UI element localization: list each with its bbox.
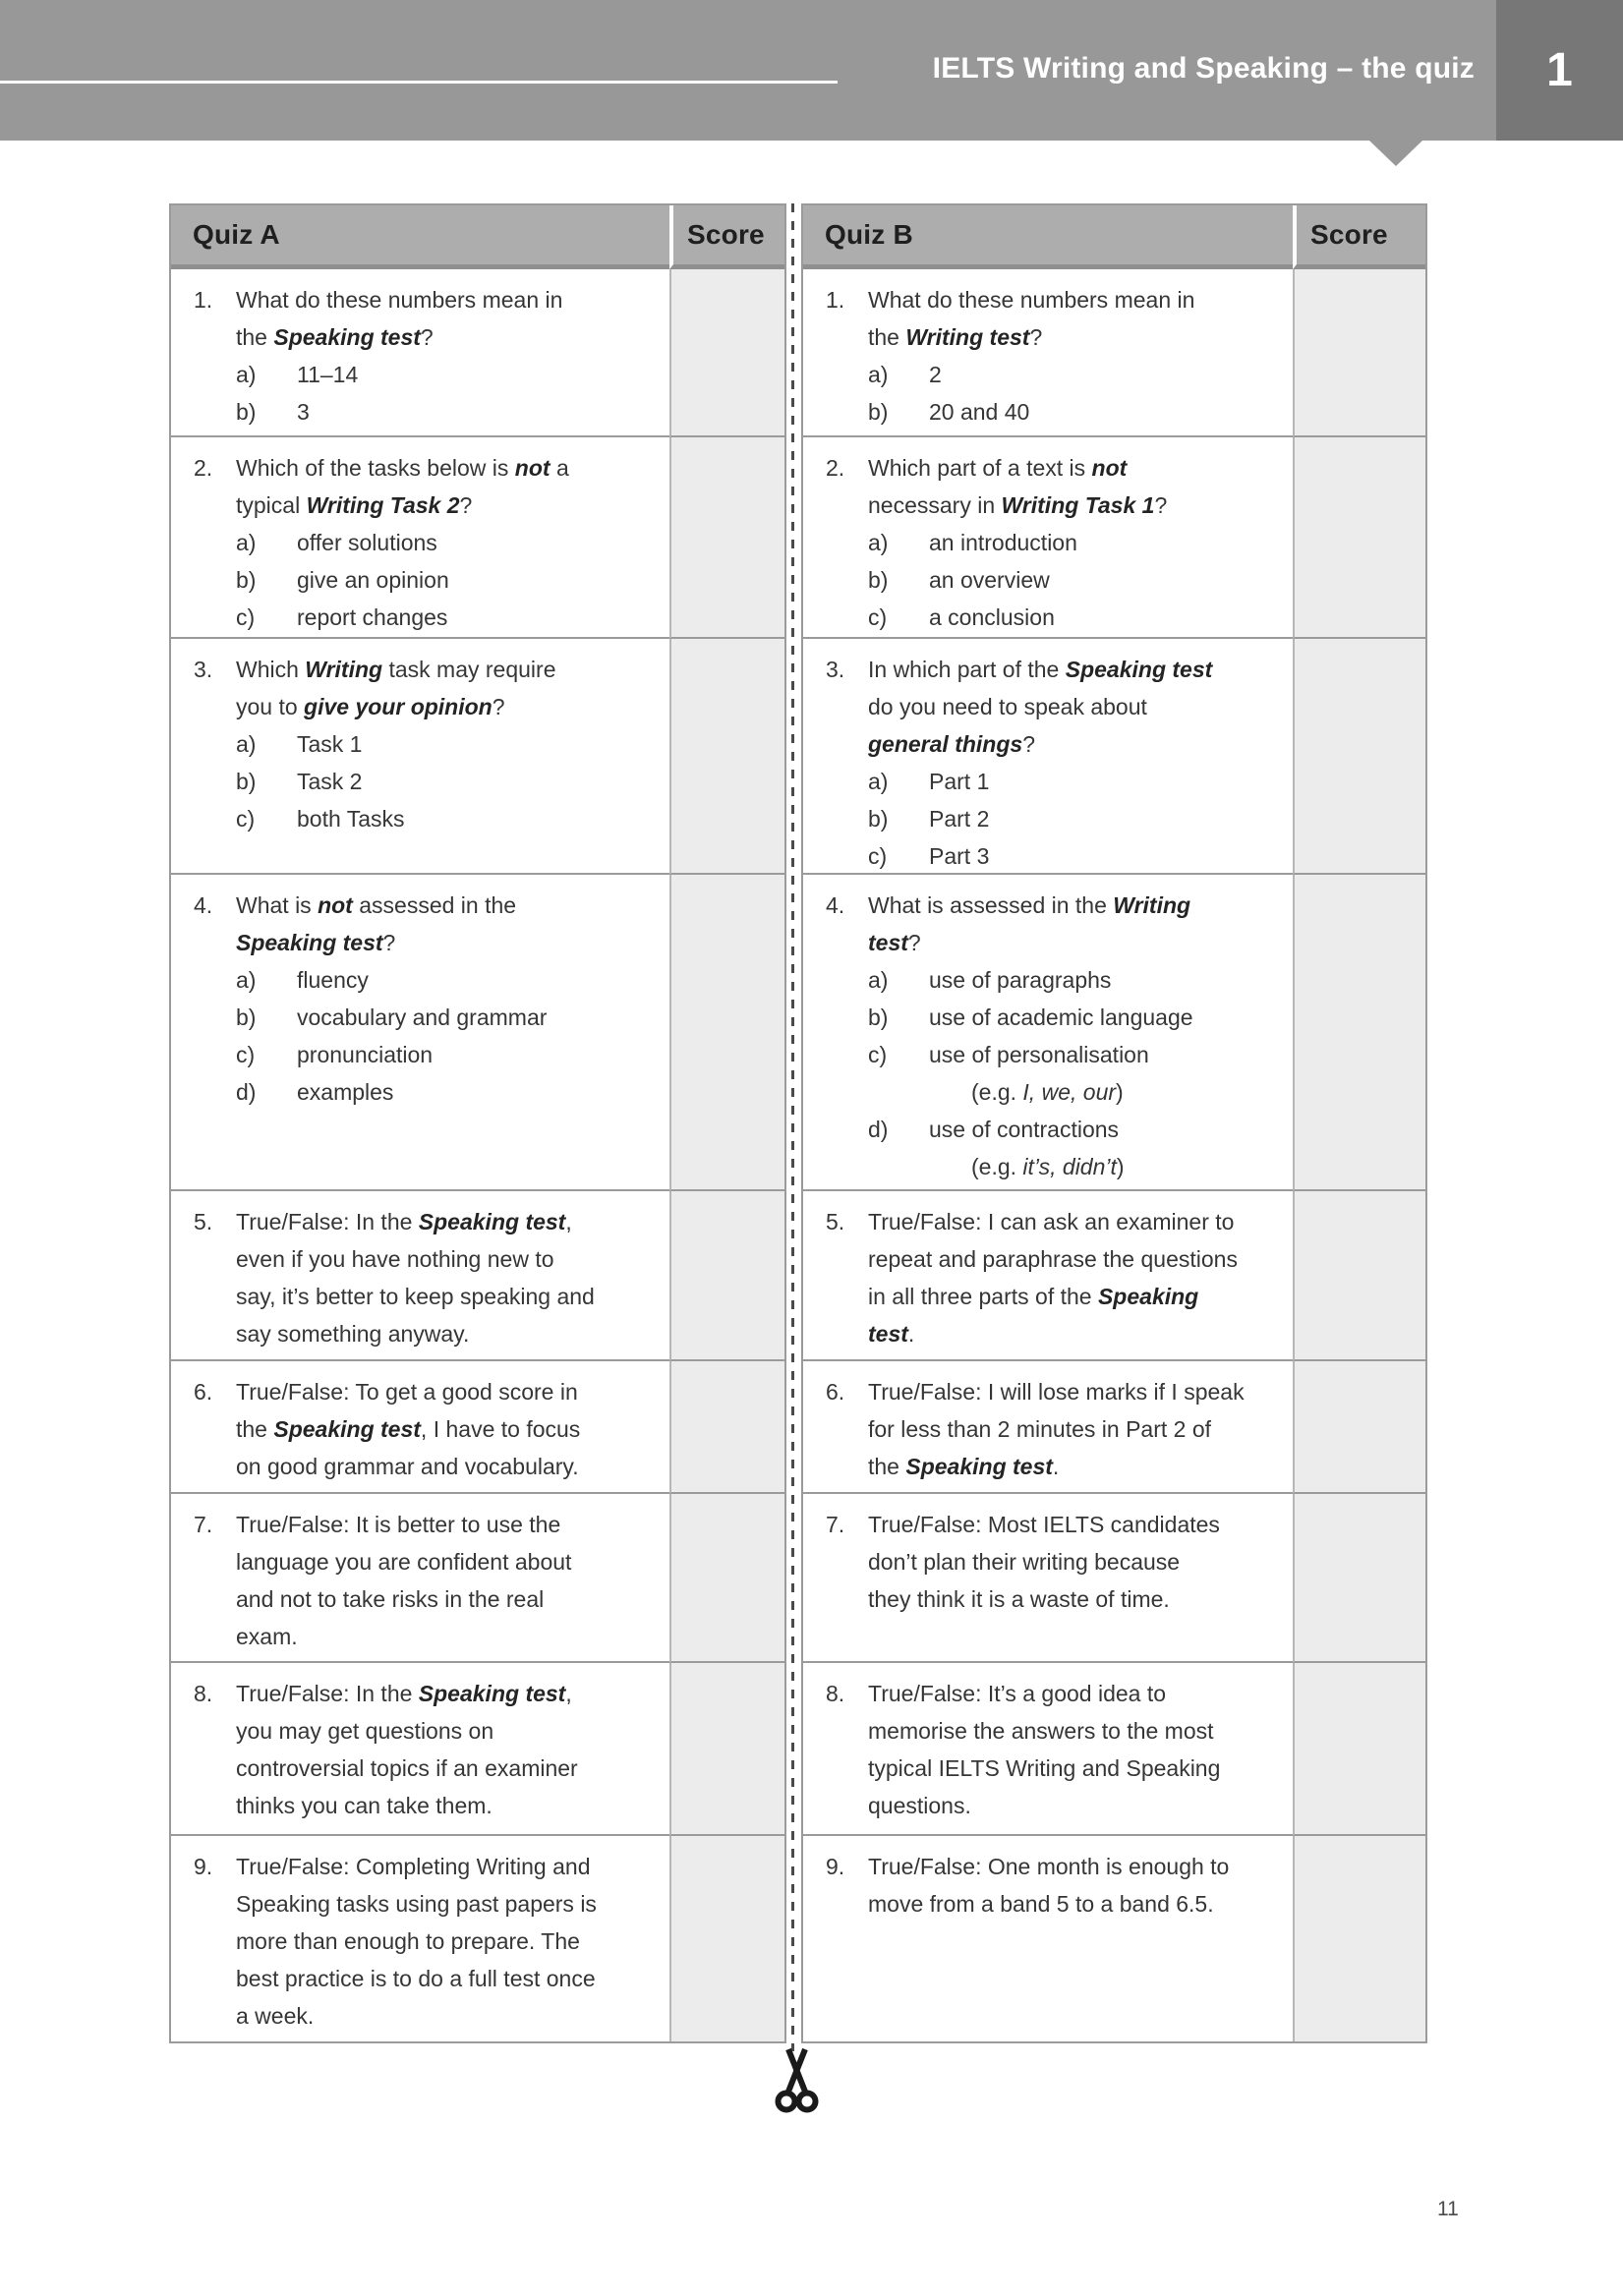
question-number: 4. [826, 892, 845, 918]
question-line [194, 800, 666, 837]
question-line [826, 1036, 1289, 1073]
question-line [826, 1580, 1289, 1618]
question-line [826, 1111, 1289, 1148]
question-line [826, 1410, 1289, 1448]
question-number: 8. [194, 1681, 213, 1706]
question-text: questions. [868, 1793, 971, 1818]
question-number [826, 1315, 868, 1352]
question-text: True/False: It’s a good idea to [868, 1681, 1167, 1706]
question-line [194, 1750, 666, 1787]
question-cell [803, 1836, 1293, 2041]
question-text: an introduction [929, 530, 1077, 555]
question-line [826, 887, 1289, 924]
question-number [194, 1240, 236, 1278]
question-text: Speaking test? [236, 930, 396, 955]
option-label: a) [868, 769, 889, 794]
quiz-b-panel [801, 203, 1427, 2043]
question-line [194, 393, 666, 430]
option-label: a) [868, 362, 889, 387]
question-line [826, 281, 1289, 318]
question-number [194, 1410, 236, 1448]
question-text: 2 [929, 362, 942, 387]
question-text: on good grammar and vocabulary. [236, 1454, 579, 1479]
question-text: use of personalisation [929, 1042, 1149, 1067]
question-text: True/False: I will lose marks if I speak [868, 1379, 1245, 1405]
question-number [194, 1997, 236, 2035]
question-line [826, 1712, 1289, 1750]
question-text: a week. [236, 2003, 315, 2029]
score-cell [1293, 1361, 1425, 1494]
question-text: typical Writing Task 2? [236, 492, 473, 518]
question-line [826, 1506, 1289, 1543]
question-line [194, 651, 666, 688]
option-label: a) [236, 731, 257, 757]
question-line [194, 1315, 666, 1352]
question-line [194, 1885, 666, 1923]
score-cell [1293, 437, 1425, 639]
question-number [194, 1923, 236, 1960]
question-line [826, 999, 1289, 1036]
question-number: 3. [194, 657, 213, 682]
question-text: vocabulary and grammar [297, 1004, 548, 1030]
question-text: they think it is a waste of time. [868, 1586, 1170, 1612]
page-header-band [0, 0, 1623, 141]
question-line [194, 1240, 666, 1278]
score-cell [669, 639, 784, 875]
score-cell [669, 269, 784, 437]
option-label: a) [236, 967, 257, 993]
page-title: IELTS Writing and Speaking – the quiz [932, 52, 1475, 85]
question-number [826, 1787, 868, 1824]
option-label: a) [868, 530, 889, 555]
question-cell [171, 1836, 669, 2041]
question-line [826, 924, 1289, 961]
question-line [826, 449, 1289, 487]
score-cell [669, 437, 784, 639]
question-text: examples [297, 1079, 394, 1105]
question-cell [171, 639, 669, 875]
option-label: c) [236, 604, 256, 630]
question-line [194, 1506, 666, 1543]
question-text: True/False: Completing Writing and [236, 1854, 591, 1879]
option-label: c) [868, 843, 888, 869]
question-line [194, 1036, 666, 1073]
question-cell [803, 639, 1293, 875]
question-number [194, 1278, 236, 1315]
question-number: 1. [826, 287, 845, 313]
question-line [194, 1580, 666, 1618]
question-number [826, 1543, 868, 1580]
cut-dashed-line [791, 203, 794, 2051]
score-cell [1293, 269, 1425, 437]
question-text: don’t plan their writing because [868, 1549, 1181, 1575]
option-label: a) [868, 967, 889, 993]
question-text: Part 2 [929, 806, 990, 832]
question-text: Part 1 [929, 769, 990, 794]
score-cell [1293, 1663, 1425, 1836]
question-number [194, 688, 236, 725]
option-label: d) [868, 1117, 889, 1142]
question-line [194, 1848, 666, 1885]
scissors-icon [775, 2046, 819, 2115]
question-line [194, 1373, 666, 1410]
question-line [826, 961, 1289, 999]
option-label: c) [868, 604, 888, 630]
question-text: you may get questions on [236, 1718, 494, 1744]
quiz-a-panel [169, 203, 786, 2043]
option-label: b) [868, 1004, 889, 1030]
question-text: 11–14 [297, 362, 359, 387]
question-line [826, 1885, 1289, 1923]
question-text: the Speaking test, I have to focus [236, 1416, 581, 1442]
question-text: True/False: Most IELTS candidates [868, 1512, 1220, 1537]
question-text: the Speaking test? [236, 324, 434, 350]
question-text: report changes [297, 604, 448, 630]
question-text: controversial topics if an examiner [236, 1755, 578, 1781]
question-text: memorise the answers to the most [868, 1718, 1214, 1744]
question-number: 3. [826, 657, 845, 682]
question-text: best practice is to do a full test once [236, 1966, 596, 1991]
question-text: and not to take risks in the real [236, 1586, 545, 1612]
question-cell [803, 1494, 1293, 1663]
question-line [826, 1073, 1289, 1111]
question-text: (e.g. it’s, didn’t) [971, 1154, 1125, 1179]
question-line [826, 763, 1289, 800]
question-text: Which Writing task may require [236, 657, 556, 682]
option-label: b) [868, 567, 889, 593]
question-number [826, 1750, 868, 1787]
question-line [826, 599, 1289, 636]
question-text: general things? [868, 731, 1035, 757]
score-cell [669, 1361, 784, 1494]
question-number [826, 1712, 868, 1750]
option-label: c) [868, 1042, 888, 1067]
question-cell [171, 437, 669, 639]
question-line [194, 1410, 666, 1448]
question-text: In which part of the Speaking test [868, 657, 1213, 682]
question-text: a conclusion [929, 604, 1055, 630]
question-line [826, 487, 1289, 524]
question-text: use of paragraphs [929, 967, 1112, 993]
question-number [826, 1580, 868, 1618]
score-cell [669, 1191, 784, 1361]
question-number: 7. [194, 1512, 213, 1537]
question-line [194, 924, 666, 961]
question-number: 9. [194, 1854, 213, 1879]
question-text: (e.g. I, we, our) [971, 1079, 1124, 1105]
option-label: b) [868, 806, 889, 832]
question-text: Part 3 [929, 843, 990, 869]
quiz-table [169, 203, 1427, 2043]
question-text: thinks you can take them. [236, 1793, 493, 1818]
question-text: use of academic language [929, 1004, 1193, 1030]
question-number: 9. [826, 1854, 845, 1879]
question-number [826, 924, 868, 961]
score-cell [1293, 1191, 1425, 1361]
question-text: test? [868, 930, 921, 955]
score-cell [1293, 639, 1425, 875]
question-number [826, 1885, 868, 1923]
question-text: 20 and 40 [929, 399, 1030, 425]
question-line [194, 599, 666, 636]
question-line [826, 1750, 1289, 1787]
page-number: 11 [1437, 2198, 1459, 2220]
question-text: offer solutions [297, 530, 437, 555]
question-line [826, 837, 1289, 875]
question-number: 2. [826, 455, 845, 481]
chevron-down-icon [1369, 141, 1422, 166]
question-line [194, 1712, 666, 1750]
question-text: Task 1 [297, 731, 363, 757]
question-number: 2. [194, 455, 213, 481]
question-line [194, 1923, 666, 1960]
question-text: Speaking tasks using past papers is [236, 1891, 597, 1917]
question-text: True/False: One month is enough to [868, 1854, 1230, 1879]
question-cell [803, 437, 1293, 639]
question-line [194, 1203, 666, 1240]
option-label: c) [236, 1042, 256, 1067]
question-line [194, 281, 666, 318]
quiz-b-header: Quiz B [803, 205, 1293, 269]
question-line [194, 1618, 666, 1655]
question-line [194, 688, 666, 725]
question-line [194, 1787, 666, 1824]
question-text: repeat and paraphrase the questions [868, 1246, 1238, 1272]
question-line [826, 1315, 1289, 1352]
question-number [194, 1448, 236, 1485]
question-line [194, 1073, 666, 1111]
option-label: b) [868, 399, 889, 425]
question-number: 5. [194, 1209, 213, 1234]
question-text: say something anyway. [236, 1321, 470, 1347]
question-text: use of contractions [929, 1117, 1120, 1142]
question-number [826, 688, 868, 725]
question-number [194, 1712, 236, 1750]
question-text: an overview [929, 567, 1050, 593]
question-number [826, 318, 868, 356]
question-cell [803, 269, 1293, 437]
question-line [194, 1543, 666, 1580]
question-text: in all three parts of the Speaking [868, 1284, 1199, 1309]
question-text: What do these numbers mean in [236, 287, 563, 313]
question-text: True/False: In the Speaking test, [236, 1681, 572, 1706]
question-cell [803, 1663, 1293, 1836]
question-line [194, 999, 666, 1036]
question-line [194, 318, 666, 356]
question-cell [803, 1361, 1293, 1494]
question-cell [803, 1191, 1293, 1361]
question-number [194, 1750, 236, 1787]
option-label: b) [236, 1004, 257, 1030]
question-text: you to give your opinion? [236, 694, 505, 719]
chapter-number: 1 [1546, 44, 1573, 96]
question-line [826, 1373, 1289, 1410]
question-text: the Writing test? [868, 324, 1043, 350]
question-line [826, 651, 1289, 688]
option-label: c) [236, 806, 256, 832]
question-text: say, it’s better to keep speaking and [236, 1284, 595, 1309]
question-line [826, 1148, 1289, 1185]
question-text: move from a band 5 to a band 6.5. [868, 1891, 1214, 1917]
question-number [194, 1885, 236, 1923]
question-number [194, 924, 236, 961]
question-cell [171, 875, 669, 1191]
header-rule [0, 81, 838, 84]
question-line [826, 1675, 1289, 1712]
question-line [194, 561, 666, 599]
question-line [826, 318, 1289, 356]
question-line [826, 393, 1289, 430]
question-number: 5. [826, 1209, 845, 1234]
question-number [194, 1543, 236, 1580]
question-text: True/False: It is better to use the [236, 1512, 561, 1537]
question-number: 7. [826, 1512, 845, 1537]
question-text: more than enough to prepare. The [236, 1928, 580, 1954]
option-label: b) [236, 769, 257, 794]
question-number [826, 1410, 868, 1448]
question-number [194, 318, 236, 356]
question-line [826, 524, 1289, 561]
question-line [826, 800, 1289, 837]
question-number [826, 487, 868, 524]
question-text: test. [868, 1321, 915, 1347]
question-number: 4. [194, 892, 213, 918]
question-text: the Speaking test. [868, 1454, 1060, 1479]
question-cell [171, 1663, 669, 1836]
question-text: Which part of a text is not [868, 455, 1128, 481]
question-line [826, 561, 1289, 599]
option-label: b) [236, 567, 257, 593]
option-label: d) [236, 1079, 257, 1105]
question-text: do you need to speak about [868, 694, 1147, 719]
question-number [194, 487, 236, 524]
question-line [826, 1448, 1289, 1485]
question-line [826, 1787, 1289, 1824]
score-cell [669, 1836, 784, 2041]
question-cell [171, 1361, 669, 1494]
question-text: exam. [236, 1624, 298, 1649]
score-cell [1293, 1494, 1425, 1663]
option-label: a) [236, 530, 257, 555]
score-cell [1293, 1836, 1425, 2041]
quiz-a-score-header: Score [669, 205, 784, 269]
question-line [194, 449, 666, 487]
question-number [194, 1960, 236, 1997]
question-text: What is not assessed in the [236, 892, 517, 918]
question-line [194, 1448, 666, 1485]
question-number: 6. [826, 1379, 845, 1405]
question-number [826, 725, 868, 763]
question-line [826, 1278, 1289, 1315]
question-number: 1. [194, 287, 213, 313]
question-line [826, 1848, 1289, 1885]
question-number [194, 1787, 236, 1824]
question-line [194, 356, 666, 393]
question-text: both Tasks [297, 806, 405, 832]
question-text: True/False: In the Speaking test, [236, 1209, 572, 1234]
question-line [826, 356, 1289, 393]
question-text: Which of the tasks below is not a [236, 455, 569, 481]
question-line [194, 1960, 666, 1997]
question-line [194, 1997, 666, 2035]
question-text: language you are confident about [236, 1549, 572, 1575]
question-cell [171, 1191, 669, 1361]
question-text: True/False: I can ask an examiner to [868, 1209, 1235, 1234]
question-line [826, 1203, 1289, 1240]
question-line [194, 487, 666, 524]
question-text: True/False: To get a good score in [236, 1379, 578, 1405]
option-label: b) [236, 399, 257, 425]
question-number [194, 1315, 236, 1352]
chapter-number-box [1496, 0, 1623, 141]
question-number: 6. [194, 1379, 213, 1405]
question-number: 8. [826, 1681, 845, 1706]
question-cell [803, 875, 1293, 1191]
question-line [826, 725, 1289, 763]
question-text: What is assessed in the Writing [868, 892, 1191, 918]
question-line [826, 1543, 1289, 1580]
question-line [194, 887, 666, 924]
question-number [194, 1580, 236, 1618]
question-line [826, 1240, 1289, 1278]
question-text: 3 [297, 399, 310, 425]
question-text: What do these numbers mean in [868, 287, 1195, 313]
score-cell [669, 1494, 784, 1663]
question-cell [171, 1494, 669, 1663]
question-line [826, 688, 1289, 725]
question-text: typical IELTS Writing and Speaking [868, 1755, 1221, 1781]
quiz-b-score-header: Score [1293, 205, 1425, 269]
question-text: Task 2 [297, 769, 363, 794]
option-label: a) [236, 362, 257, 387]
question-line [194, 524, 666, 561]
question-text: fluency [297, 967, 369, 993]
question-text: necessary in Writing Task 1? [868, 492, 1168, 518]
question-number [826, 1240, 868, 1278]
question-line [194, 725, 666, 763]
question-number [194, 1618, 236, 1655]
question-text: pronunciation [297, 1042, 434, 1067]
question-line [194, 1278, 666, 1315]
question-number [826, 1448, 868, 1485]
question-line [194, 961, 666, 999]
score-cell [1293, 875, 1425, 1191]
score-cell [669, 875, 784, 1191]
question-text: give an opinion [297, 567, 449, 593]
question-number [826, 1278, 868, 1315]
question-text: even if you have nothing new to [236, 1246, 554, 1272]
question-line [194, 763, 666, 800]
question-line [194, 1675, 666, 1712]
question-text: for less than 2 minutes in Part 2 of [868, 1416, 1212, 1442]
quiz-a-header: Quiz A [171, 205, 669, 269]
score-cell [669, 1663, 784, 1836]
question-cell [171, 269, 669, 437]
